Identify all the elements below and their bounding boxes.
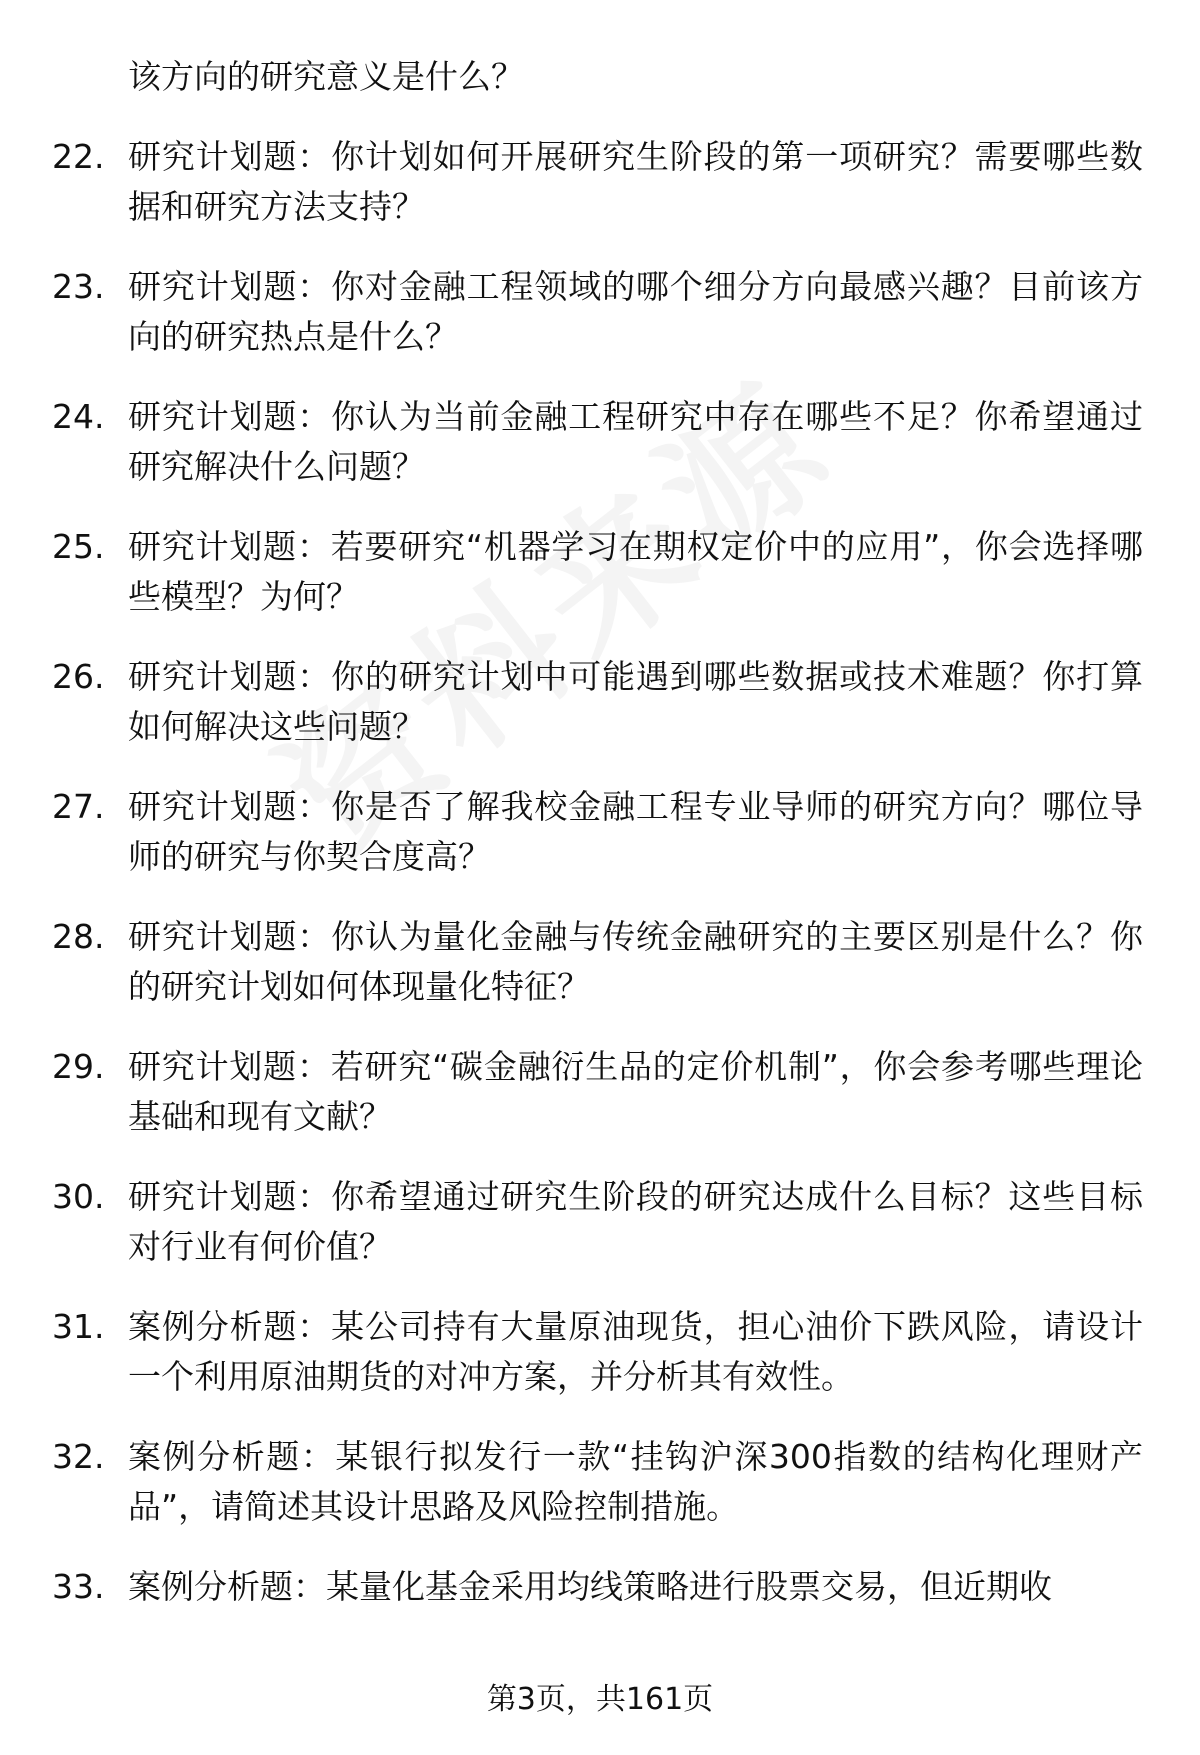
question-list	[0, 52, 1200, 1642]
question-number: 31.	[52, 1307, 105, 1346]
question-text: 研究计划题：你对金融工程领域的哪个细分方向最感兴趣？目前该方向的研究热点是什么？	[128, 267, 1143, 356]
question-number: 25.	[52, 527, 105, 566]
question-number: 29.	[52, 1047, 105, 1086]
question-item	[0, 782, 1200, 882]
question-text: 研究计划题：若要研究“机器学习在期权定价中的应用”，你会选择哪些模型？为何？	[128, 527, 1143, 616]
question-number: 28.	[52, 917, 105, 956]
question-item	[0, 1432, 1200, 1532]
question-item	[0, 132, 1200, 232]
question-number: 26.	[52, 657, 105, 696]
question-text: 研究计划题：若研究“碳金融衍生品的定价机制”，你会参考哪些理论基础和现有文献？	[128, 1047, 1143, 1136]
question-item	[0, 522, 1200, 622]
question-number: 22.	[52, 137, 105, 176]
question-item	[0, 262, 1200, 362]
question-item	[0, 1172, 1200, 1272]
question-text: 研究计划题：你是否了解我校金融工程专业导师的研究方向？哪位导师的研究与你契合度高？	[128, 787, 1143, 876]
question-text: 案例分析题：某银行拟发行一款“挂钩沪深300指数的结构化理财产品”，请简述其设计思路及风险控制措施。	[128, 1437, 1143, 1526]
question-text: 研究计划题：你计划如何开展研究生阶段的第一项研究？需要哪些数据和研究方法支持？	[128, 137, 1143, 226]
continued-text: 该方向的研究意义是什么？	[128, 57, 524, 96]
question-number: 24.	[52, 397, 105, 436]
page-footer: 第3页，共161页	[486, 1682, 714, 1717]
question-number: 23.	[52, 267, 105, 306]
question-text: 研究计划题：你的研究计划中可能遇到哪些数据或技术难题？你打算如何解决这些问题？	[128, 657, 1143, 746]
question-text: 研究计划题：你认为量化金融与传统金融研究的主要区别是什么？你的研究计划如何体现量化特征？	[128, 917, 1143, 1006]
question-text: 案例分析题：某量化基金采用均线策略进行股票交易，但近期收	[128, 1567, 1052, 1606]
question-item	[0, 652, 1200, 752]
question-number: 33.	[52, 1567, 105, 1606]
question-text: 案例分析题：某公司持有大量原油现货，担心油价下跌风险，请设计一个利用原油期货的对冲方案，并分析其有效性。	[128, 1307, 1143, 1396]
question-item	[0, 912, 1200, 1012]
question-text: 研究计划题：你希望通过研究生阶段的研究达成什么目标？这些目标对行业有何价值？	[128, 1177, 1143, 1266]
question-number: 27.	[52, 787, 105, 826]
question-number: 30.	[52, 1177, 105, 1216]
question-text: 研究计划题：你认为当前金融工程研究中存在哪些不足？你希望通过研究解决什么问题？	[128, 397, 1143, 486]
question-item	[0, 392, 1200, 492]
question-number: 32.	[52, 1437, 105, 1476]
question-item	[0, 1042, 1200, 1142]
question-item	[0, 1562, 1200, 1612]
question-item	[0, 1302, 1200, 1402]
